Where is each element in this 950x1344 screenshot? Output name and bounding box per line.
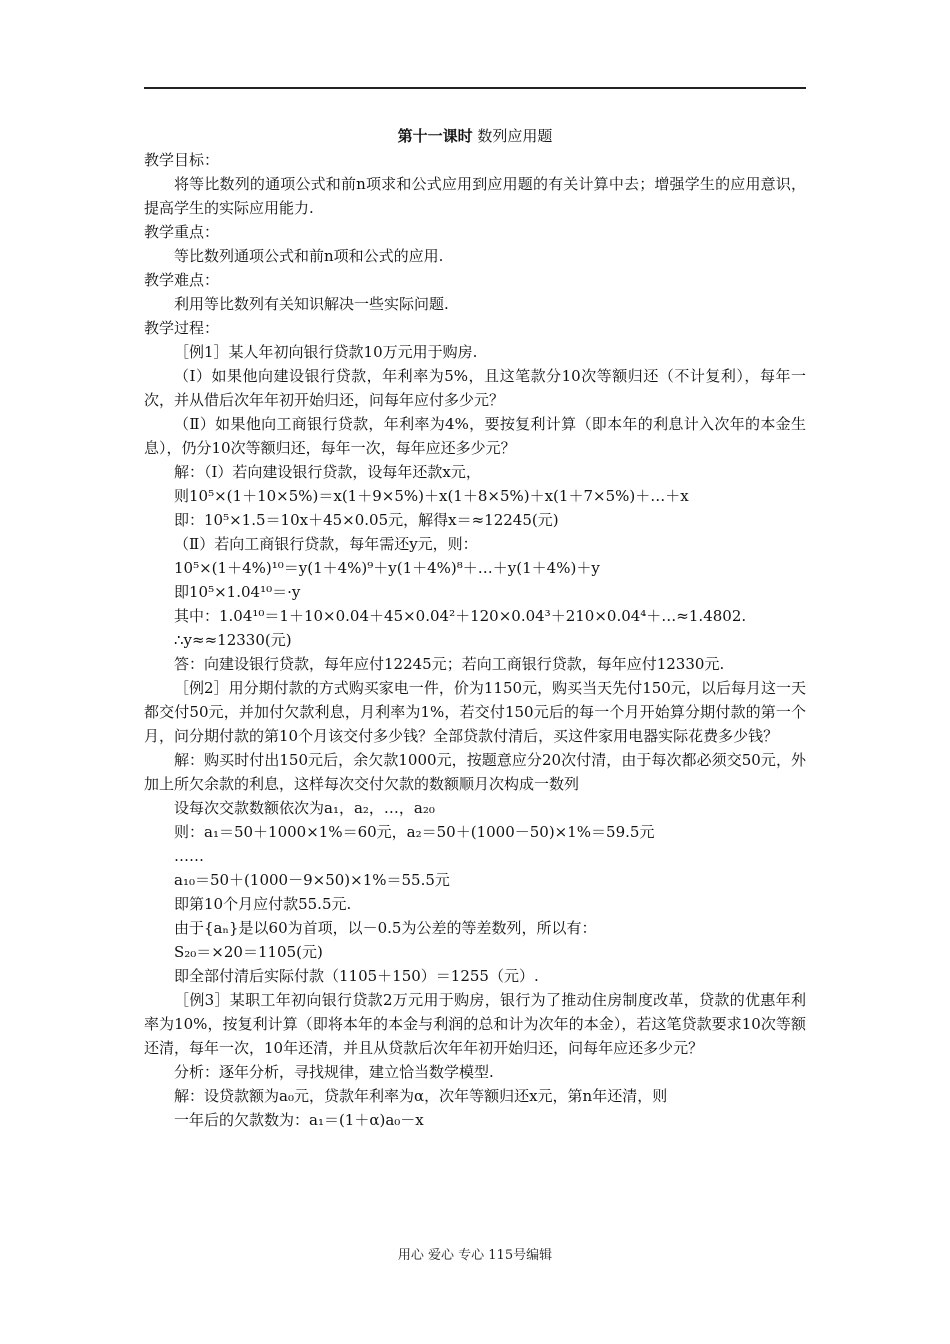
example-2-solution-line: …… [174,847,204,865]
title-bold: 第十一课时 [397,127,473,145]
page-footer: 用心 爱心 专心 115号编辑 [397,1248,553,1263]
example-2-solution-line: S₂₀＝×20＝1105(元) [174,943,323,961]
example-2-solution-line: 设每次交款数额依次为a₁，a₂，…，a₂₀ [174,799,435,817]
header-rule [144,87,806,89]
example-2-solution-line: 即第10个月应付款55.5元. [174,895,352,913]
example-1-solution-line: （Ⅱ）若向工商银行贷款，每年需还y元，则： [174,535,478,553]
example-3-solution-line: 分析：逐年分析，寻找规律，建立恰当数学模型. [174,1063,494,1081]
example-3-solution-line: 解：设贷款额为a₀元，贷款年利率为α，次年等额归还x元，第n年还清，则 [174,1087,668,1105]
lesson-title [0,124,950,148]
example-1-solution-line: 其中：1.04¹⁰＝1＋10×0.04＋45×0.04²＋120×0.04³＋210×0.04⁴＋…≈1.4802. [174,607,747,625]
label-goal: 教学目标： [144,151,220,169]
title-rest: 数列应用题 [477,127,553,145]
example-2-solution-line: a₁₀＝50＋(1000－9×50)×1%＝55.5元 [174,871,450,889]
example-1-question-2: （Ⅱ）如果他向工商银行贷款，年利率为4%，要按复利计算（即本年的利息计入次年的本金生息），仍分10次等额归还，每年一次，每年应还多少元？ [144,415,806,457]
example-3-solution-line: 一年后的欠款数为：a₁＝(1＋α)a₀－x [174,1111,424,1129]
example-1-solution-line: 则10⁵×(1＋10×5%)＝x(1＋9×5%)＋x(1＋8×5%)＋x(1＋7×5%)＋…＋x [174,487,689,505]
example-1-heading: ［例1］某人年初向银行贷款10万元用于购房. [174,343,478,361]
label-process: 教学过程： [144,319,220,337]
example-1-solution-line: 即：10⁵×1.5＝10x＋45×0.05元，解得x＝≈12245(元) [174,511,559,529]
example-2-solution-line: 解：购买时付出150元后，余欠款1000元，按题意应分20次付清，由于每次都必须交50元，外加上所欠余款的利息，这样每次交付欠款的数额顺月次构成一数列 [144,751,806,793]
example-3-heading: ［例3］某职工年初向银行贷款2万元用于购房，银行为了推动住房制度改革，贷款的优惠年利率为10%，按复利计算（即将本年的本金与利润的总和计为次年的本金），若这笔贷款要求10次等额还清，每年一次，10年还清，并且从贷款后次年年初开始归还，问每年应还多少元？ [144,991,806,1057]
example-1-answer: 答：向建设银行贷款，每年应付12245元；若向工商银行贷款，每年应付12330元. [174,655,725,673]
label-key: 教学重点： [144,223,220,241]
example-1-solution-line: ∴y≈≈12330(元) [174,631,292,649]
example-2-solution-line: 即全部付清后实际付款（1105＋150）＝1255（元）. [174,967,539,985]
example-1-solution-line: 10⁵×(1＋4%)¹⁰＝y(1＋4%)⁹＋y(1＋4%)⁸＋…＋y(1＋4%)＋y [174,559,600,577]
key-text: 等比数列通项公式和前n项和公式的应用. [174,247,444,265]
difficulty-text: 利用等比数列有关知识解决一些实际问题. [174,295,449,313]
example-1-question-1: （Ⅰ）如果他向建设银行贷款，年利率为5%，且这笔款分10次等额归还（不计复利），每年一次，并从借后次年年初开始归还，问每年应付多少元？ [144,367,806,409]
example-2-solution-line: 则：a₁＝50＋1000×1%＝60元，a₂＝50＋(1000－50)×1%＝59.5元 [174,823,655,841]
label-difficulty: 教学难点： [144,271,220,289]
example-1-solution-line: 即10⁵×1.04¹⁰＝·y [174,583,301,601]
goal-text: 将等比数列的通项公式和前n项求和公式应用到应用题的有关计算中去；增强学生的应用意识，提高学生的实际应用能力. [144,175,806,217]
example-2-heading: ［例2］用分期付款的方式购买家电一件，价为1150元，购买当天先付150元，以后每月这一天都交付50元，并加付欠款利息，月利率为1%，若交付150元后的每一个月开始算分期付款的第一个月，问分期付款的第10个月该交付多少钱？全部贷款付清后，买这件家用电器实际花费多少钱？ [144,679,806,745]
example-2-solution-line: 由于{aₙ}是以60为首项，以－0.5为公差的等差数列，所以有： [174,919,597,937]
document-body [144,148,806,1132]
example-1-solution-line: 解：（Ⅰ）若向建设银行贷款，设每年还款x元， [174,463,481,481]
